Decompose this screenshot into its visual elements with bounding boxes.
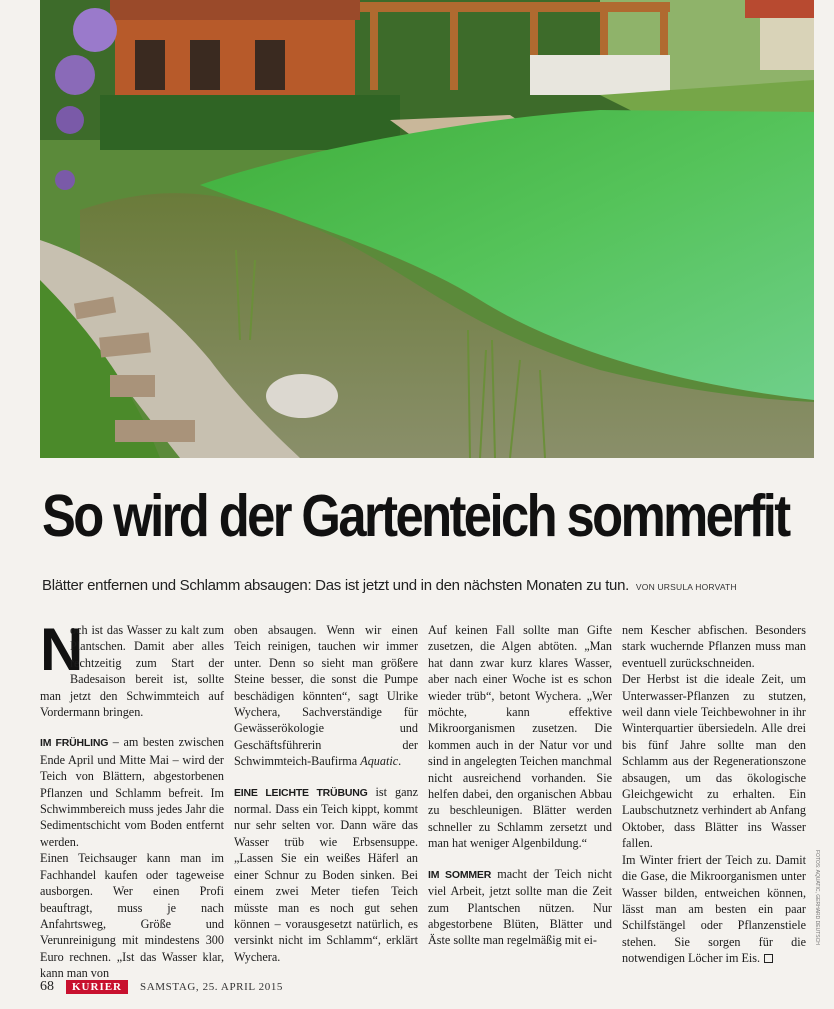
paragraph — [234, 622, 418, 770]
firm-name: Aquatic — [360, 754, 399, 769]
issue-date: SAMSTAG, 25. APRIL 2015 — [140, 981, 284, 993]
quote-text: oben absaugen. Wenn wir einen Teich reinigen, tauchen wir immer unter. Denn so sieht man größere Steine besser, die sonst die Pumpe beschädigen könnten“, sagt Ulrike Wychera, Sachverständige für Gewässerökologie und Geschäftsführerin der Schwimmteich-Baufirma — [234, 623, 418, 769]
photo-credit: FOTOS: AQUATIC, GERHARD DEUTSCH — [814, 850, 820, 945]
turbidity-paragraph — [234, 784, 418, 965]
paragraph: Einen Teichsauger kann man im Fachhandel kaufen oder tageweise ausborgen. Wer einen Profi beauftragt, muss je nach Anfahrtsweg, Größe und Verunreinigung mit mindestens 300 Euro rechnen. „Ist das Wasser klar, kann man von — [40, 851, 224, 981]
kicker-summer: IM SOMMER — [428, 868, 492, 881]
kicker-turbidity: EINE LEICHTE TRÜBUNG — [234, 786, 368, 799]
paragraph: Auf keinen Fall sollte man Gifte zusetzen, die Algen abtöten. „Man hat dann zwar kurz klares Wasser, aber nach einer Woche ist es schon wieder trüb“, betont Wychera. „Wer möchte, kann effektive Mikroorganismen zusetzen. Die kommen auch in der Natur vor und sind in angelegten Teichen manchmal nicht ausreichend vorhanden. Sie helfen dabei, den organischen Abbau zu beschleunigen. Blätter werden schneller zu Schlamm zersetzt und man hat weniger Algenbildung.“ — [428, 623, 612, 851]
column-2 — [234, 622, 428, 967]
page-number: 68 — [40, 979, 54, 994]
kicker-spring: IM FRÜHLING — [40, 737, 109, 750]
article-subheadline — [42, 577, 814, 594]
page-footer — [40, 979, 283, 995]
intro-text: och ist das Wasser zu kalt zum Plantschen. Damit aber alles rechtzeitig zum Start der Badesaison bereit ist, sollte man jetzt den Schwimmteich auf Vordermann bringen. — [40, 623, 224, 720]
subheadline-text: Blätter entfernen und Schlamm absaugen: Das ist jetzt und in den nächsten Monaten zu tun. — [42, 577, 630, 594]
summer-paragraph — [428, 866, 612, 949]
spring-paragraph — [40, 734, 224, 850]
article-headline: So wird der Gartenteich sommerfit — [42, 483, 789, 549]
paragraph: nem Kescher abfischen. Besonders stark wuchernde Pflanzen muss man eventuell zurückschneiden. — [622, 623, 806, 670]
summer-text: macht der Teich nicht viel Arbeit, jetzt sollte man die Zeit zum Plantschen nützen. Nur abgestorbene Blüten, Blätter und Äste sollte man regelmäßig mit ei- — [428, 866, 612, 948]
intro-paragraph — [40, 616, 224, 720]
spring-text: – am besten zwischen Ende April und Mitte Mai – wird der Teich von Blättern, abgestorbenen Pflanzen und Schlamm befreit. Im Schwimmbereich muss jedes Jahr die Sedimentschicht vom Boden entfernt werden. — [40, 735, 224, 849]
paragraph — [622, 852, 806, 967]
column-4 — [622, 622, 816, 967]
turbidity-text: ist ganz normal. Dass ein Teich kippt, kommt nur sehr selten vor. Dann wäre das Wasser trüb wie Erbsensuppe. „Lassen Sie ein weißes Häferl an einer Schnur zu Boden sinken. Bei einem zwei Meter tiefen Teich müsste man es noch gut sehen können – vorausgesetzt natürlich, es versinkt nicht im Schlamm“, erklärt Wychera. — [234, 784, 418, 964]
newspaper-logo: KURIER — [66, 980, 128, 994]
garden-pond-photo — [40, 0, 814, 458]
column-3 — [428, 622, 622, 967]
end-mark-icon — [764, 954, 773, 963]
winter-text: Im Winter friert der Teich zu. Damit die Gase, die Mikroorganismen unter Wasser bilden, entweichen können, lässt man am besten ein paar Schilfstängel oder Pflanzenstiele stehen. Sie sorgen für die notwendigen Löcher im Eis. — [622, 852, 806, 966]
period: . — [398, 754, 402, 769]
drop-cap: N — [40, 616, 84, 683]
article-columns — [40, 616, 816, 981]
paragraph: Der Herbst ist die ideale Zeit, um Unterwasser-Pflanzen zu stutzen, weil dann viele Teichbewohner in ihr Winterquartier übersiedeln. Alle drei bis fünf Jahre sollte man den Schlamm aus der Regenerationszone absaugen, um das ökologische Gleichgewicht zu erhalten. Ein Laubschutznetz verhindert ab Anfang Oktober, dass Blätter ins Wasser fallen. — [622, 672, 806, 851]
author-byline: VON URSULA HORVATH — [635, 582, 737, 592]
pond-illustration — [40, 0, 814, 458]
column-1 — [40, 616, 234, 981]
